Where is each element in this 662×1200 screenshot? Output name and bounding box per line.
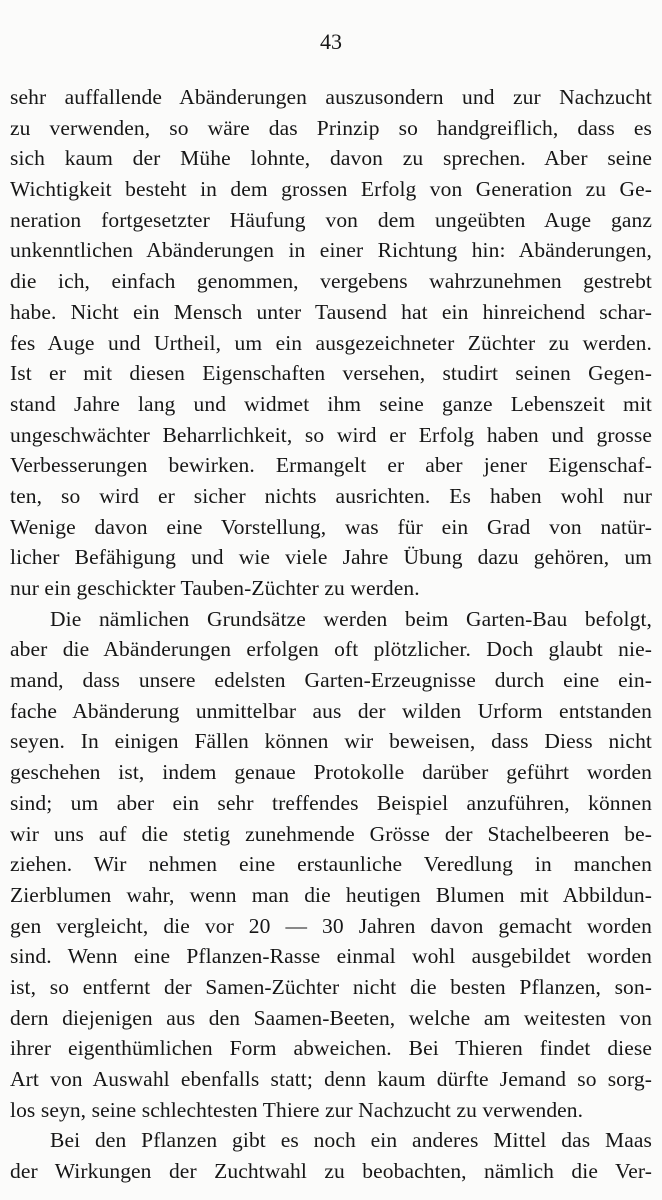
text-line: gen vergleicht, die vor 20 — 30 Jahren davon gemacht worden	[10, 913, 652, 938]
text-line: Wenige davon eine Vorstellung, was für ein Grad von natür-	[10, 514, 652, 539]
text-line: stand Jahre lang und widmet ihm seine ganze Lebenszeit mit	[10, 391, 652, 416]
text-line: mand, dass unsere edelsten Garten-Erzeugnisse durch eine ein-	[10, 668, 652, 693]
text-line: Zierblumen wahr, wenn man die heutigen Blumen mit Abbildun-	[10, 882, 652, 907]
text-line: sich kaum der Mühe lohnte, davon zu sprechen. Aber seine	[10, 146, 652, 171]
text-line: sehr auffallende Abänderungen auszusondern und zur Nachzucht	[10, 85, 652, 109]
text-line: die ich, einfach genommen, vergebens wahrzunehmen gestrebt	[10, 269, 652, 294]
text-line: sind; um aber ein sehr treffendes Beispiel anzuführen, können	[10, 790, 652, 815]
text-line: Bei den Pflanzen gibt es noch ein anderes Mittel das Maas	[50, 1128, 652, 1153]
text-line: ten, so wird er sicher nichts ausrichten. Es haben wohl nur	[10, 483, 652, 508]
text-line: Die nämlichen Grundsätze werden beim Garten-Bau befolgt,	[50, 606, 652, 631]
text-line: aber die Abänderungen erfolgen oft plötzlicher. Doch glaubt nie-	[10, 637, 652, 662]
text-line: seyen. In einigen Fällen können wir beweisen, dass Diess nicht	[10, 729, 652, 754]
text-line: Wichtigkeit besteht in dem grossen Erfolg von Generation zu Ge-	[10, 177, 652, 202]
text-line: ist, so entfernt der Samen-Züchter nicht die besten Pflanzen, son-	[10, 974, 652, 999]
text-line: wir uns auf die stetig zunehmende Grösse der Stachelbeeren be-	[10, 821, 652, 846]
text-line: Verbesserungen bewirken. Ermangelt er aber jener Eigenschaf-	[10, 453, 652, 478]
text-line: ziehen. Wir nehmen eine erstaunliche Veredlung in manchen	[10, 852, 652, 877]
text-line: Art von Auswahl ebenfalls statt; denn kaum dürfte Jemand so sorg-	[10, 1067, 652, 1091]
text-line: sind. Wenn eine Pflanzen-Rasse einmal wohl ausgebildet worden	[10, 944, 652, 969]
text-line: ungeschwächter Beharrlichkeit, so wird er Erfolg haben und grosse	[10, 422, 652, 447]
text-line: fes Auge und Urtheil, um ein ausgezeichneter Züchter zu werden.	[10, 330, 652, 355]
text-line: habe. Nicht ein Mensch unter Tausend hat ein hinreichend schar-	[10, 299, 652, 324]
text-line: licher Befähigung und wie viele Jahre Übung dazu gehören, um	[10, 545, 652, 570]
text-line: zu verwenden, so wäre das Prinzip so handgreiflich, dass es	[10, 115, 652, 140]
text-line: fache Abänderung unmittelbar aus der wilden Urform entstanden	[10, 698, 652, 723]
text-line: der Wirkungen der Zuchtwahl zu beobachten, nämlich die Ver-	[10, 1159, 652, 1184]
text-line: nur ein geschickter Tauben-Züchter zu werden.	[10, 576, 420, 600]
text-line: geschehen ist, indem genaue Protokolle darüber geführt worden	[10, 760, 652, 785]
body-text	[10, 82, 652, 1187]
text-line: unkenntlichen Abänderungen in einer Richtung hin: Abänderungen,	[10, 238, 652, 263]
text-line: neration fortgesetzter Häufung von dem ungeübten Auge ganz	[10, 207, 652, 232]
text-line: ihrer eigenthümlichen Form abweichen. Bei Thieren findet diese	[10, 1036, 652, 1061]
page-number: 43	[320, 29, 342, 54]
text-line: dern diejenigen aus den Saamen-Beeten, welche am weitesten von	[10, 1005, 652, 1030]
text-line: Ist er mit diesen Eigenschaften versehen, studirt seinen Gegen-	[10, 361, 652, 386]
text-line: los seyn, seine schlechtesten Thiere zur Nachzucht zu verwenden.	[10, 1097, 584, 1122]
